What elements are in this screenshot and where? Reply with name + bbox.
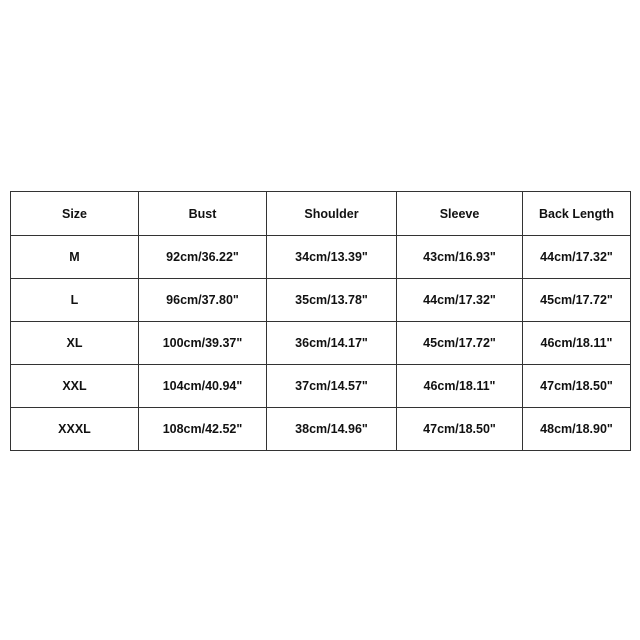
cell-shoulder: 34cm/13.39" bbox=[267, 236, 397, 279]
size-chart-table bbox=[10, 191, 631, 451]
cell-bust: 108cm/42.52" bbox=[139, 408, 267, 451]
cell-shoulder: 37cm/14.57" bbox=[267, 365, 397, 408]
header-size: Size bbox=[11, 192, 139, 236]
cell-shoulder: 36cm/14.17" bbox=[267, 322, 397, 365]
cell-bust: 100cm/39.37" bbox=[139, 322, 267, 365]
cell-back-length: 47cm/18.50" bbox=[523, 365, 631, 408]
table-row bbox=[11, 365, 631, 408]
table-row bbox=[11, 279, 631, 322]
cell-sleeve: 47cm/18.50" bbox=[397, 408, 523, 451]
cell-back-length: 48cm/18.90" bbox=[523, 408, 631, 451]
cell-back-length: 46cm/18.11" bbox=[523, 322, 631, 365]
header-shoulder: Shoulder bbox=[267, 192, 397, 236]
header-sleeve: Sleeve bbox=[397, 192, 523, 236]
cell-shoulder: 38cm/14.96" bbox=[267, 408, 397, 451]
cell-shoulder: 35cm/13.78" bbox=[267, 279, 397, 322]
cell-bust: 92cm/36.22" bbox=[139, 236, 267, 279]
cell-sleeve: 43cm/16.93" bbox=[397, 236, 523, 279]
table-row bbox=[11, 322, 631, 365]
cell-sleeve: 45cm/17.72" bbox=[397, 322, 523, 365]
cell-bust: 96cm/37.80" bbox=[139, 279, 267, 322]
table-row bbox=[11, 236, 631, 279]
cell-size: XXXL bbox=[11, 408, 139, 451]
cell-bust: 104cm/40.94" bbox=[139, 365, 267, 408]
table-header bbox=[11, 192, 631, 236]
cell-back-length: 45cm/17.72" bbox=[523, 279, 631, 322]
cell-sleeve: 46cm/18.11" bbox=[397, 365, 523, 408]
cell-size: XL bbox=[11, 322, 139, 365]
cell-size: XXL bbox=[11, 365, 139, 408]
table-body bbox=[11, 236, 631, 451]
header-bust: Bust bbox=[139, 192, 267, 236]
cell-size: L bbox=[11, 279, 139, 322]
cell-back-length: 44cm/17.32" bbox=[523, 236, 631, 279]
header-row bbox=[11, 192, 631, 236]
table-row bbox=[11, 408, 631, 451]
cell-size: M bbox=[11, 236, 139, 279]
header-back-length: Back Length bbox=[523, 192, 631, 236]
cell-sleeve: 44cm/17.32" bbox=[397, 279, 523, 322]
